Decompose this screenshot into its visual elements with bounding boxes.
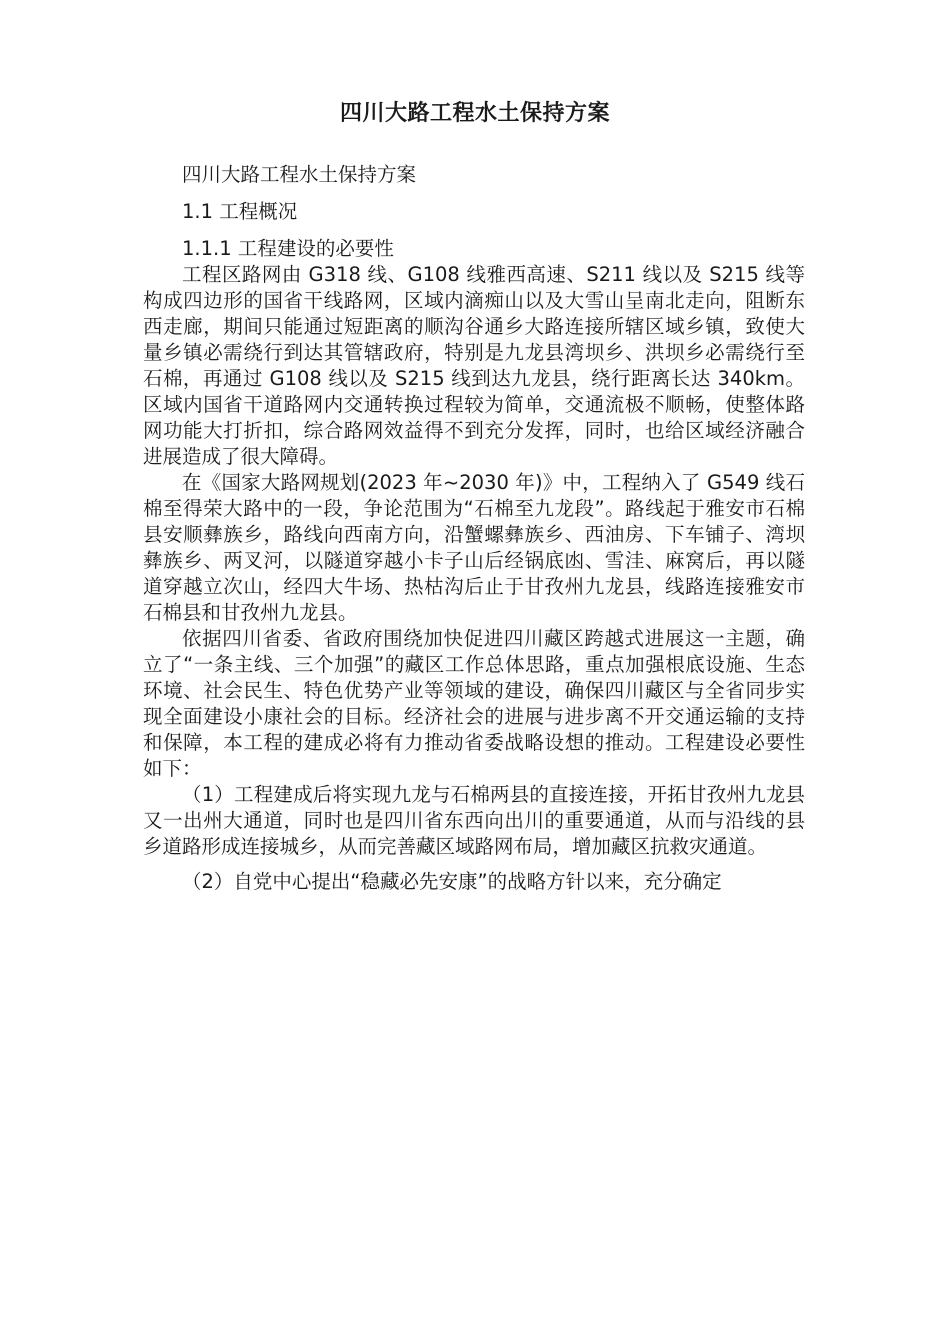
paragraph-national-plan: 在《国家大路网规划(2023 年~2030 年)》中，工程纳入了 G549 线石棉至得荣大路中的一段，争论范围为“石棉至九龙段”。路线起于雅安市石棉县安顺彝族乡，路线向西南方向，沿蟹螺彝族乡、西油房、下车铺子、湾坝彝族乡、两叉河，以隧道穿越小卡子山后经锅底凼、雪洼、麻窝后，再以隧道穿越立次山，经四大牛场、热枯沟后止于甘孜州九龙县，线路连接雅安市石棉县和甘孜州九龙县。: [143, 471, 805, 624]
paragraph-item-1: （1）工程建成后将实现九龙与石棉两县的直接连接，开拓甘孜州九龙县又一出州大通道，同时也是四川省东西向出川的重要通道，从而与沿线的县乡道路形成连接城乡，从而完善藏区域路网布局，增加藏区抗救灾通道。: [143, 783, 805, 858]
paragraph-item-2: （2）自党中心提出“稳藏必先安康”的战略方针以来，充分确定: [182, 870, 722, 893]
paragraph-road-network: 工程区路网由 G318 线、G108 线雅西高速、S211 线以及 S215 线等构成四边形的国省干线路网，区域内滴痴山以及大雪山呈南北走向，阻断东西走廊，期间只能通过短距离的顺沟谷通乡大路连接所辖区域乡镇，致使大量乡镇必需绕行到达其管辖政府，特别是九龙县湾坝乡、洪坝乡必需绕行至石棉，再通过 G108 线以及 S215 线到达九龙县，绕行距离长达 340km。区域内国省干道路网内交通转换过程较为简单，交通流极不顺畅，使整体路网功能大打折扣，综合路网效益得不到充分发挥，同时，也给区域经济融合进展造成了很大障碍。: [143, 263, 805, 468]
body-heading: 四川大路工程水土保持方案: [182, 163, 417, 186]
section-heading-1-1: 1.1 工程概况: [182, 200, 298, 223]
document-body: [143, 162, 805, 895]
document-title: 四川大路工程水土保持方案: [339, 101, 610, 126]
section-heading-1-1-1: 1.1.1 工程建设的必要性: [182, 237, 394, 260]
paragraph-provincial-policy: 依据四川省委、省政府围绕加快促进四川藏区跨越式进展这一主题，确立了“一条主线、三个加强”的藏区工作总体思路，重点加强根底设施、生态环境、社会民生、特色优势产业等领域的建设，确保四川藏区与全省同步实现全面建设小康社会的目标。经济社会的进展与进步离不开交通运输的支持和保障，本工程的建成必将有力推动省委战略设想的推动。工程建设必要性如下：: [143, 627, 805, 780]
